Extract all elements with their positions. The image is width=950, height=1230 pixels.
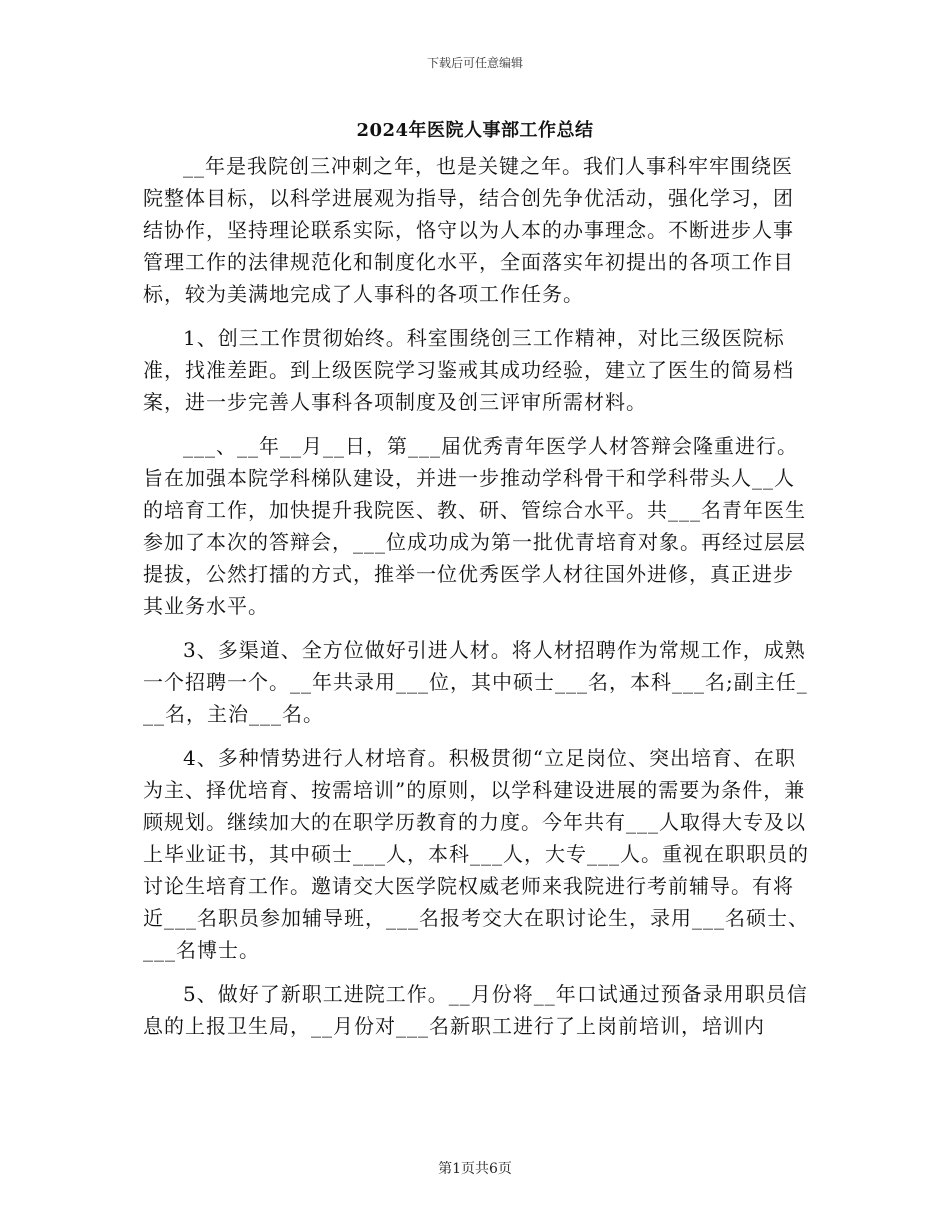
page-number: 第1页共6页: [438, 1161, 512, 1177]
document-title: 2024年医院人事部工作总结: [356, 120, 594, 141]
paragraph-item-1: 1、创三工作贯彻始终。科室围绕创三工作精神，对比三级医院标准，找准差距。到上级医院学习鉴戒其成功经验，建立了医生的简易档案，进一步完善人事科各项制度及创三评审所需材料。: [143, 326, 794, 414]
paragraph-item-5: 5、做好了新职工进院工作。__月份将__年口试通过预备录用职员信息的上报卫生局，__月份对___名新职工进行了上岗前培训，培训内: [143, 982, 808, 1038]
paragraph-item-2: ___、__年__月__日，第___届优秀青年医学人材答辩会隆重进行。旨在加强本院学科梯队建设，并进一步推动学科骨干和学科带头人__人的培育工作，加快提升我院医、教、研、管综合水平。共___名青年医生参加了本次的答辩会，___位成功成为第一批优青培育对象。再经过层层提拔，公然打擂的方式，推举一位优秀医学人材往国外进修，真正进步其业务水平。: [143, 434, 806, 618]
paragraph-item-3: 3、多渠道、全方位做好引进人材。将人材招聘作为常规工作，成熟一个招聘一个。__年共录用___位，其中硕士___名，本科___名;副主任___名，主治___名。: [143, 638, 808, 726]
paragraph-item-4: 4、多种情势进行人材培育。积极贯彻“立足岗位、突出培育、在职为主、择优培育、按需培训”的原则，以学科建设进展的需要为条件，兼顾规划。继续加大的在职学历教育的力度。今年共有___人取得大专及以上毕业证书，其中硕士___人，本科___人，大专___人。重视在职职员的讨论生培育工作。邀请交大医学院权威老师来我院进行考前辅导。有将近___名职员参加辅导班，___名报考交大在职讨论生，录用___名硕士、___名博士。: [143, 746, 809, 962]
page-header-note: 下载后可任意编辑: [426, 56, 523, 70]
document-body: [143, 150, 813, 1042]
paragraph-intro: __年是我院创三冲刺之年，也是关键之年。我们人事科牢牢围绕医院整体目标，以科学进展观为指导，结合创先争优活动，强化学习，团结协作，坚持理论联系实际，恪守以为人本的办事理念。不断进步人事管理工作的法律规范化和制度化水平，全面落实年初提出的各项工作目标，较为美满地完成了人事科的各项工作任务。: [143, 154, 794, 306]
